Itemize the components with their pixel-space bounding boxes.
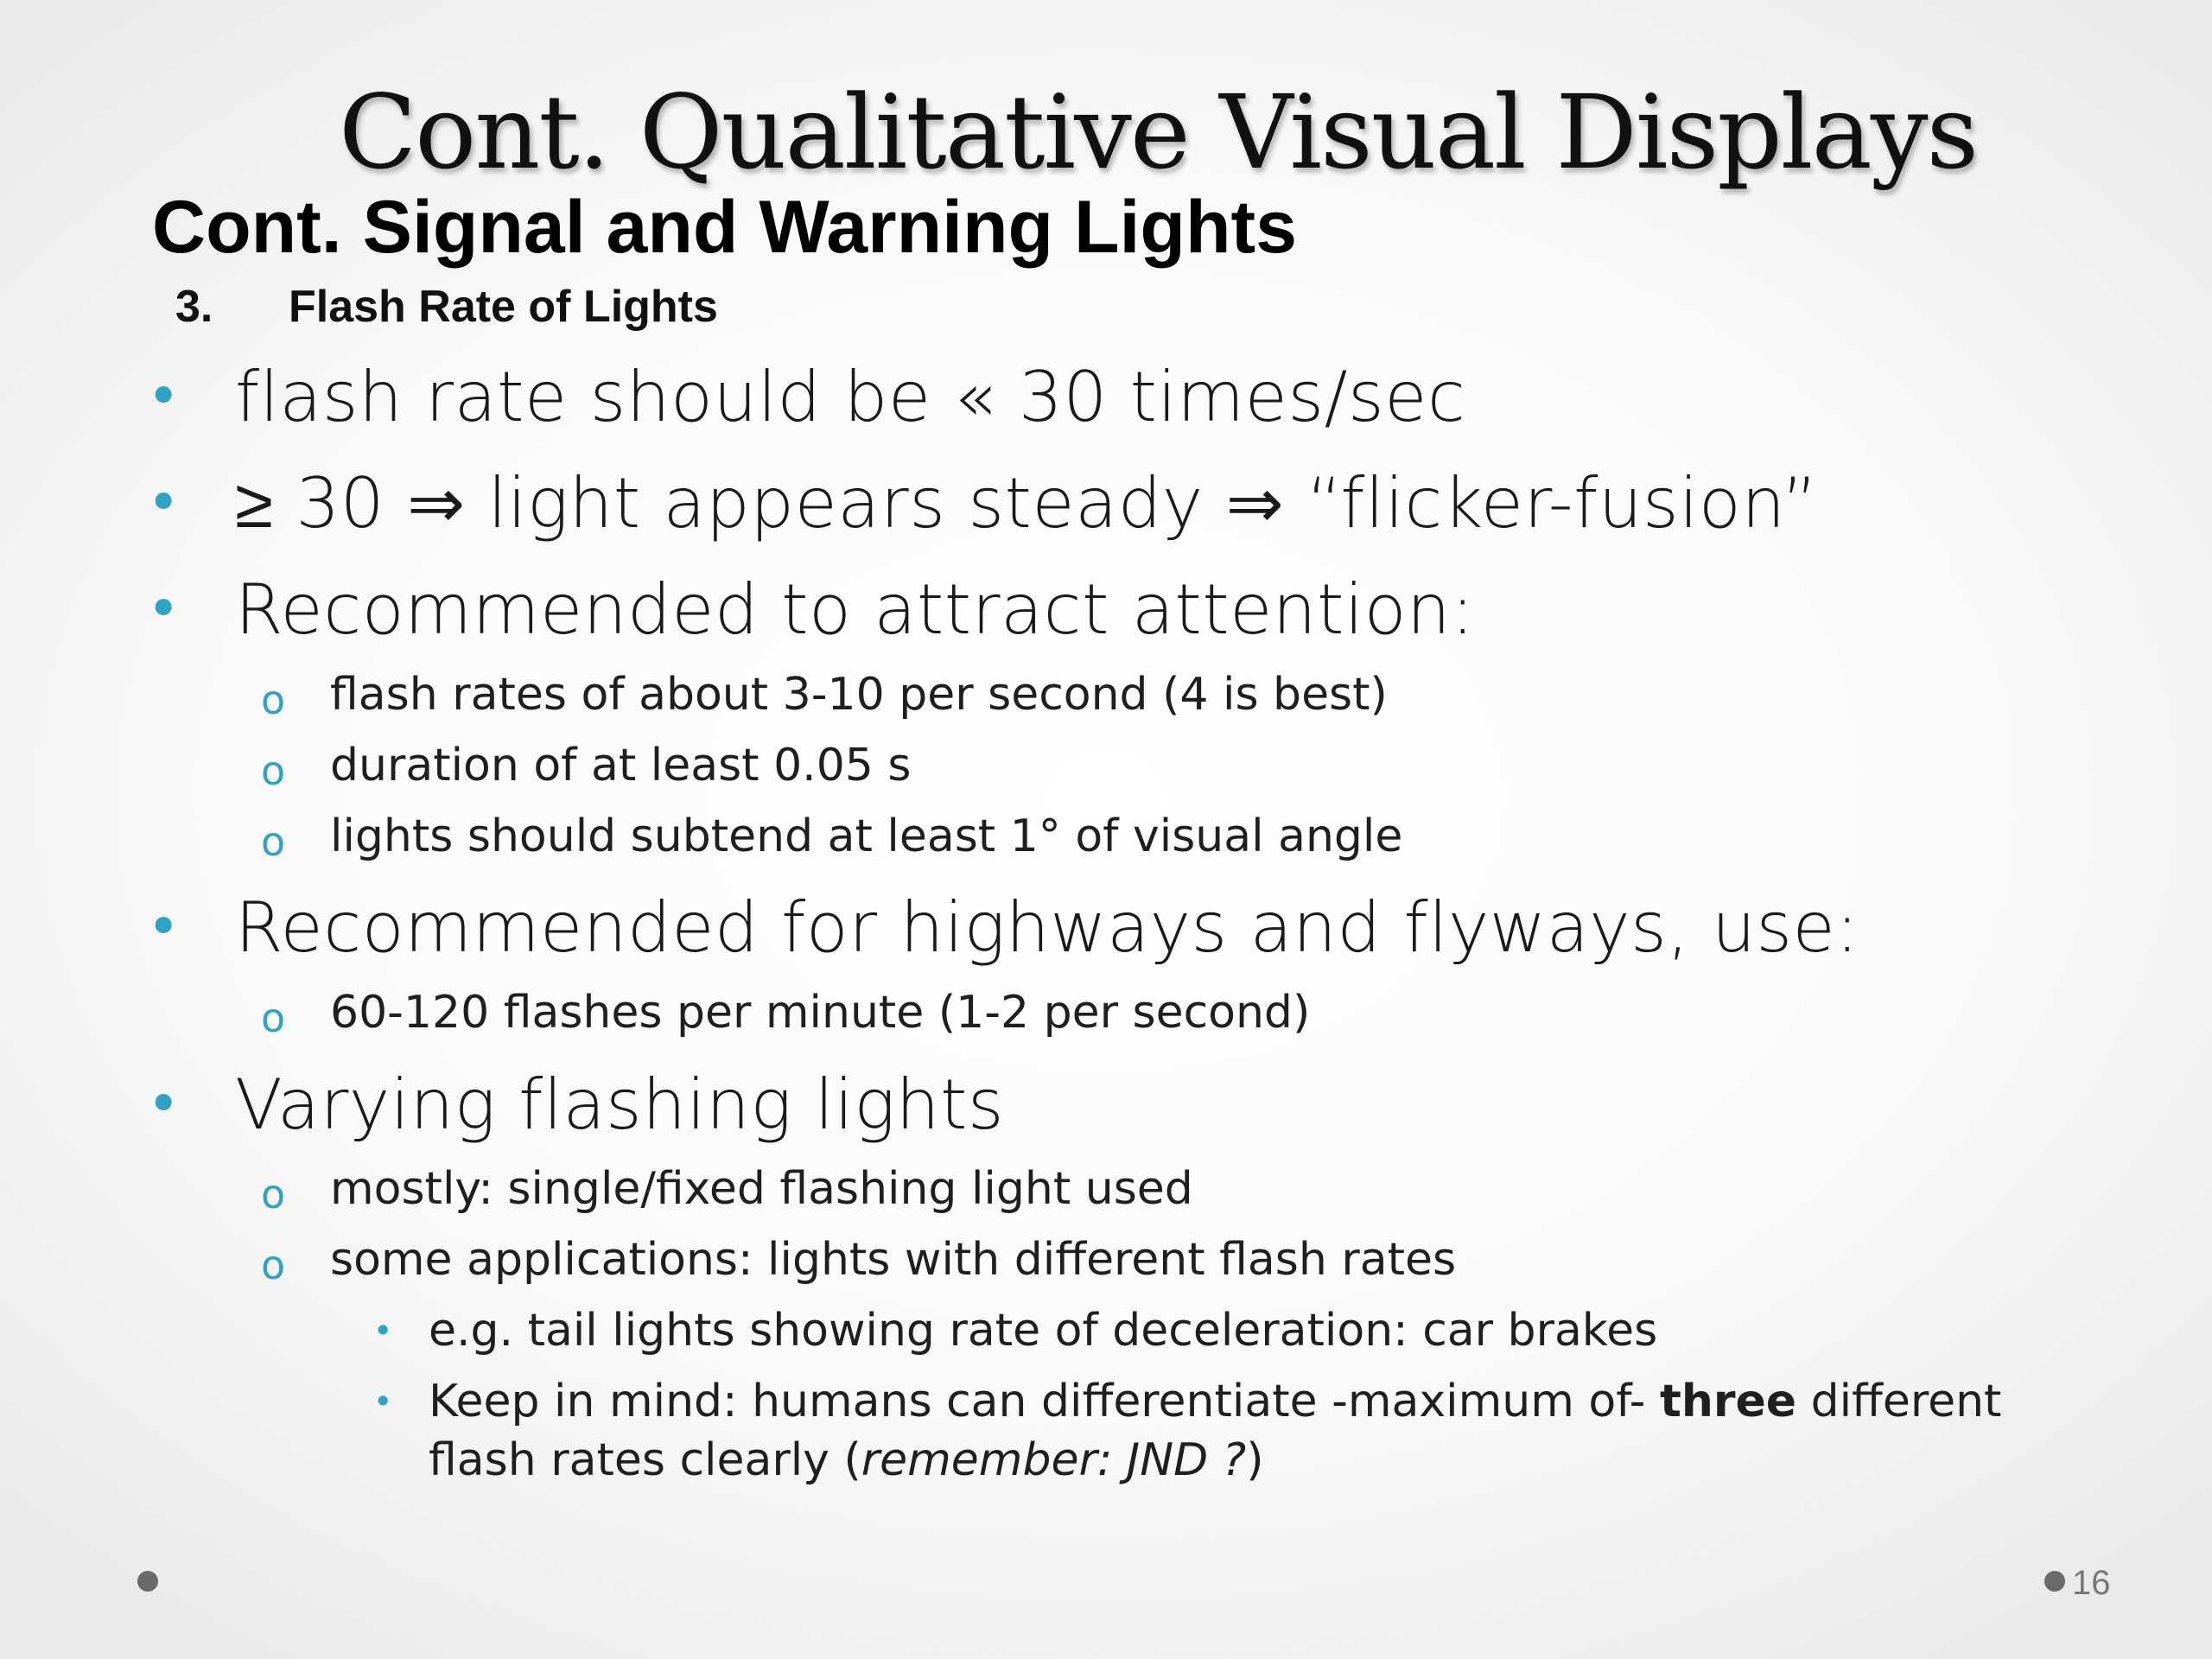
bullet-icon: •	[147, 1072, 181, 1137]
bullet-icon: •	[147, 365, 181, 429]
text-span: Keep in mind: humans can differentiate -maximum of-	[429, 1376, 1660, 1427]
subsub-item-three-rates-cont	[429, 1433, 1264, 1488]
sub-item-duration: duration of at least 0.05 s	[330, 740, 912, 791]
page-number: 16	[2072, 1564, 2111, 1602]
text-span: different	[1796, 1376, 2002, 1427]
bullet-icon: •	[147, 577, 181, 642]
sub-item-different-rates: some applications: lights with different flash rates	[330, 1234, 1457, 1286]
sub-item-single-light: mostly: single/fixed flashing light used	[330, 1163, 1193, 1215]
text-span: flash rates clearly (	[429, 1434, 861, 1486]
bullet-highways-flyways: Recommended for highways and flyways, use:	[235, 887, 1859, 968]
sub-bullet-icon: o	[261, 747, 286, 794]
text-span: )	[1246, 1434, 1264, 1486]
italic-jnd: remember: JND ?	[861, 1434, 1247, 1486]
sub-bullet-icon: o	[261, 677, 286, 723]
sub-bullet-icon: o	[261, 1242, 286, 1288]
bullet-icon: •	[147, 471, 181, 536]
section-heading: Cont. Signal and Warning Lights	[152, 186, 1297, 269]
bullet-icon: •	[373, 1382, 393, 1421]
sub-item-flashes-per-minute: 60-120 flashes per minute (1-2 per second)	[330, 987, 1311, 1039]
sub-bullet-icon: o	[261, 1171, 286, 1217]
footer-dot-left	[137, 1571, 158, 1592]
subsection-number: 3.	[175, 282, 213, 332]
slide-title: Cont. Qualitative Visual Displays	[339, 73, 1978, 192]
bullet-varying-lights: Varying flashing lights	[235, 1065, 1005, 1145]
sub-item-flash-rates: flash rates of about 3-10 per second (4 is best)	[330, 669, 1388, 721]
subsection-label: Flash Rate of Lights	[289, 282, 718, 332]
footer-dot-right	[2044, 1571, 2065, 1592]
bullet-flash-rate: flash rate should be « 30 times/sec	[235, 357, 1466, 437]
subsub-item-tail-lights: e.g. tail lights showing rate of deceleration: car brakes	[429, 1305, 1658, 1357]
sub-bullet-icon: o	[261, 818, 286, 865]
sub-item-visual-angle: lights should subtend at least 1° of visual angle	[330, 810, 1403, 862]
subsub-item-three-rates	[429, 1374, 2001, 1429]
bullet-flicker-fusion: ≥ 30 ⇒ light appears steady ⇒ “flicker-fusion”	[235, 463, 1819, 543]
emphasis-three: three	[1659, 1376, 1797, 1427]
sub-bullet-icon: o	[261, 995, 286, 1041]
bullet-attract-attention: Recommended to attract attention:	[235, 569, 1475, 650]
bullet-icon: •	[373, 1312, 393, 1350]
bullet-icon: •	[147, 895, 181, 960]
